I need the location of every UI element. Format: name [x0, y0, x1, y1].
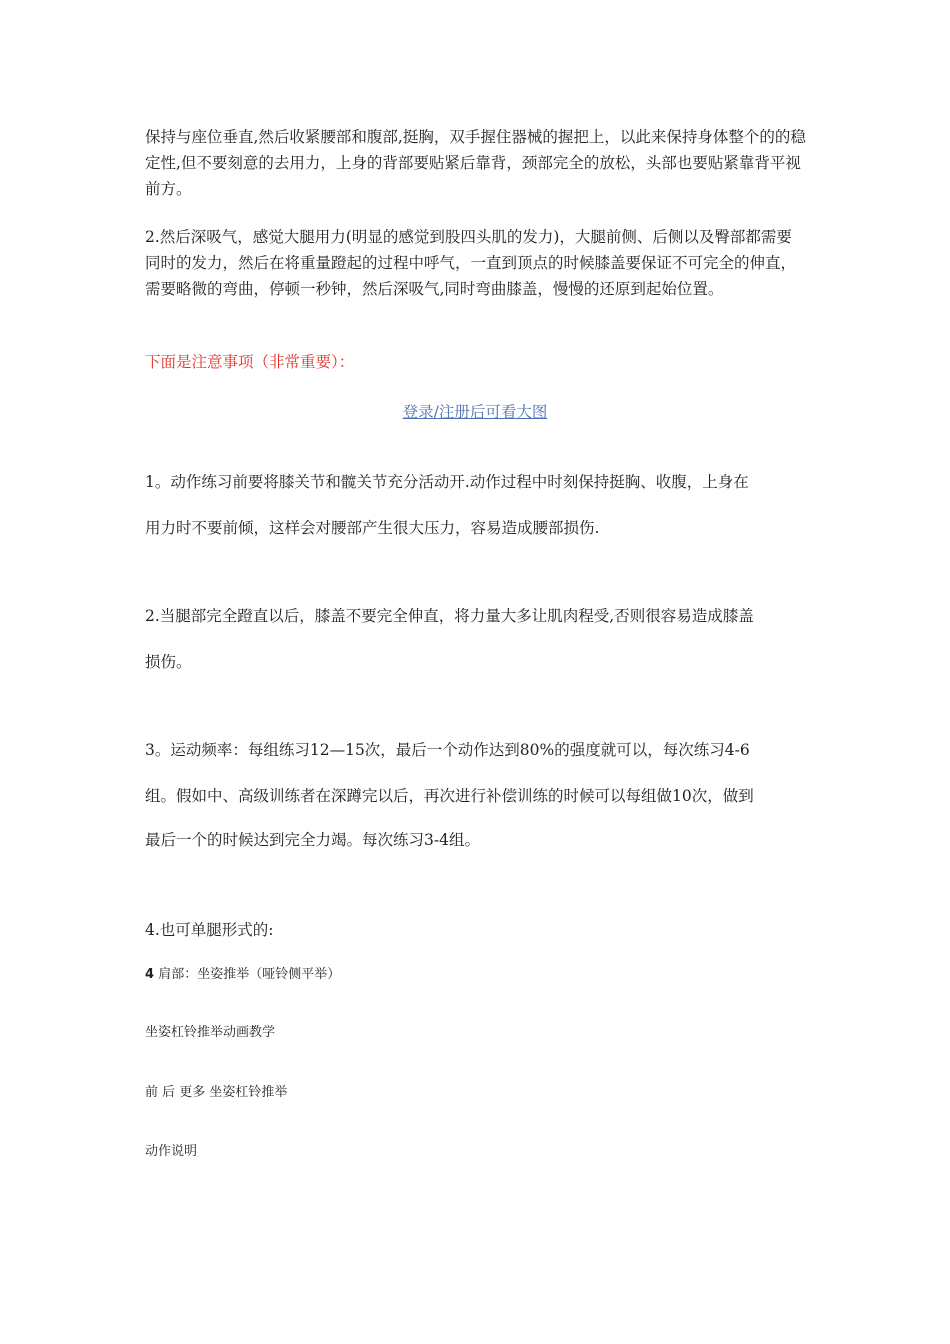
- section-heading: [145, 963, 340, 982]
- paragraph-posture: 保持与座位垂直,然后收紧腰部和腹部,挺胸，双手握住器械的握把上，以此来保持身体整个的的稳定性,但不要刻意的去用力，上身的背部要贴紧后靠背，颈部完全的放松，头部也要贴紧靠背平视前方。: [145, 128, 806, 198]
- note-3-line-2: 组。假如中、高级训练者在深蹲完以后，再次进行补偿训练的时候可以每组做10次，做到: [145, 787, 754, 805]
- note-2-line-1: 2.当腿部完全蹬直以后，膝盖不要完全伸直，将力量大多让肌肉程受,否则很容易造成膝盖: [145, 607, 754, 625]
- note-3-line-1: 3。运动频率：每组练习12—15次，最后一个动作达到80%的强度就可以，每次练习4-6: [145, 741, 750, 759]
- note-4: 4.也可单腿形式的:: [145, 921, 274, 939]
- note-2-line-2: 损伤。: [145, 653, 192, 671]
- animation-title: 坐姿杠铃推举动画教学: [145, 1025, 276, 1040]
- note-1-line-1: 1。动作练习前要将膝关节和髋关节充分活动开.动作过程中时刻保持挺胸、收腹，上身在: [145, 473, 749, 491]
- section-number: 4: [145, 967, 155, 982]
- description-label: 动作说明: [145, 1144, 198, 1159]
- note-1-line-2: 用力时不要前倾，这样会对腰部产生很大压力，容易造成腰部损伤.: [145, 519, 600, 537]
- notice-heading: 下面是注意事项（非常重要）：: [145, 353, 355, 371]
- view-large-image-link[interactable]: 登录/注册后可看大图: [402, 403, 548, 421]
- navigation-line[interactable]: 前 后 更多 坐姿杠铃推举: [145, 1085, 288, 1100]
- note-3-line-3: 最后一个的时候达到完全力竭。每次练习3-4组。: [145, 831, 480, 849]
- section-title: 肩部：坐姿推举（哑铃侧平举）: [158, 967, 341, 982]
- paragraph-step-2: 2.然后深吸气，感觉大腿用力(明显的感觉到股四头肌的发力)，大腿前侧、后侧以及臀部都需要同时的发力，然后在将重量蹬起的过程中呼气，一直到顶点的时候膝盖要保证不可完全的伸直，需要略微的弯曲，停顿一秒钟，然后深吸气,同时弯曲膝盖，慢慢的还原到起始位置。: [145, 228, 797, 298]
